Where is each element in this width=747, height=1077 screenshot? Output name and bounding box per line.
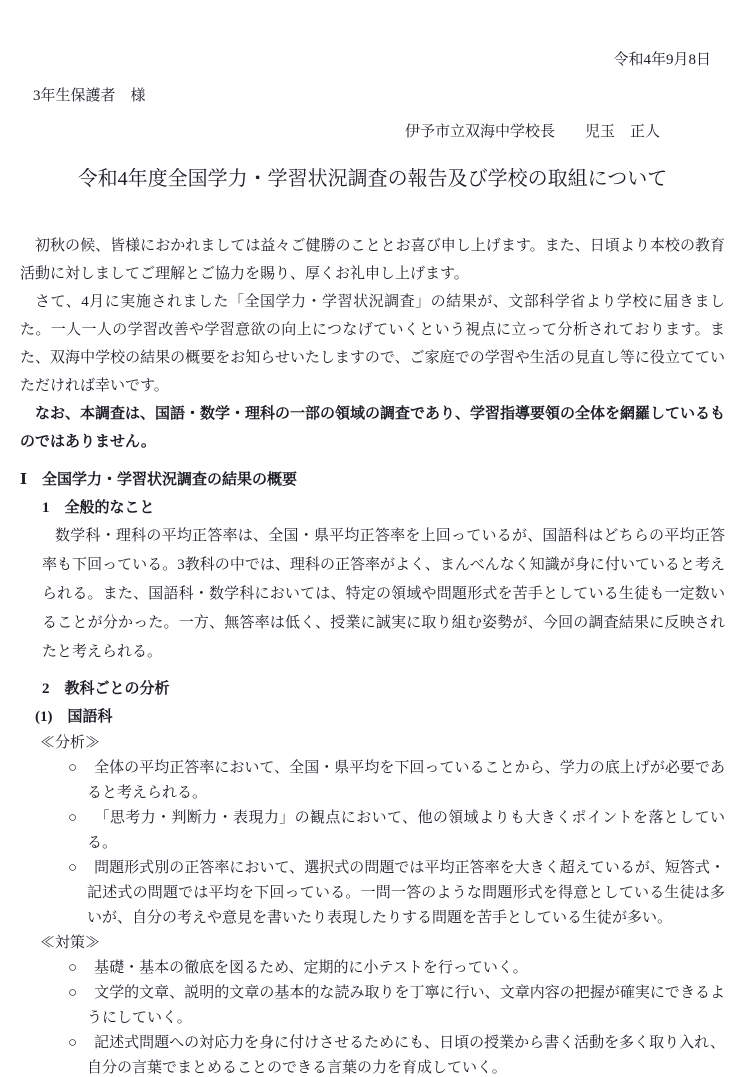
- analysis-item: [20, 856, 725, 931]
- note-paragraph: なお、本調査は、国語・数学・理科の一部の領域の調査であり、学習指導要領の全体を網羅しているものではありません。: [20, 406, 726, 450]
- analysis-label: ≪分析≫: [40, 735, 101, 751]
- sender-line: 伊予市立双海中学校長 児玉 正人: [404, 124, 660, 140]
- analysis-item: [20, 806, 725, 856]
- circle-bullet-icon: ○: [68, 860, 78, 876]
- document-title: 令和4年度全国学力・学習状況調査の報告及び学校の取組について: [77, 168, 668, 190]
- section-1-heading: Ⅰ 全国学力・学習状況調査の結果の概要: [20, 472, 298, 488]
- measures-item-text: 基礎・基本の徹底を図るため、定期的に小テストを行っていく。: [94, 960, 528, 976]
- analysis-item-text: 全体の平均正答率において、全国・県平均を下回っていることから、学力の底上げが必要であると考えられる。: [87, 760, 725, 801]
- subject-japanese-heading: (1) 国語科: [35, 709, 113, 725]
- measures-item-text: 文学的文章、説明的文章の基本的な読み取りを丁寧に行い、文章内容の把握が確実にできるようにしていく。: [87, 985, 725, 1026]
- measures-label: ≪対策≫: [40, 935, 101, 951]
- letter-body: [20, 232, 725, 456]
- measures-item: [20, 1031, 725, 1077]
- greeting-paragraph: 初秋の候、皆様におかれましては益々ご健勝のこととお喜び申し上げます。また、日頃より本校の教育活動に対しましてご理解とご協力を賜り、厚くお礼申し上げます。: [20, 238, 725, 282]
- measures-item: [20, 956, 725, 981]
- analysis-item: [20, 756, 725, 806]
- survey-intro-paragraph: さて、4月に実施されました「全国学力・学習状況調査」の結果が、文部科学省より学校に届きました。一人一人の学習改善や学習意欲の向上につなげていくという視点に立って分析されております。また、双海中学校の結果の概要をお知らせいたしますので、ご家庭での学習や生活の見直し等に役立てていただければ幸いです。: [20, 294, 725, 394]
- measures-item: [20, 981, 725, 1031]
- analysis-item-text: 「思考力・判断力・表現力」の観点において、他の領域よりも大きくポイントを落としている。: [87, 810, 725, 851]
- circle-bullet-icon: ○: [68, 985, 78, 1001]
- date-line: 令和4年9月8日: [613, 52, 711, 68]
- subsection-general-heading: 1 全般的なこと: [42, 500, 155, 516]
- recipient-line: 3年生保護者 様: [33, 88, 146, 104]
- circle-bullet-icon: ○: [68, 810, 78, 826]
- circle-bullet-icon: ○: [68, 960, 78, 976]
- subsection-general-text: 数学科・理科の平均正答率は、全国・県平均正答率を上回っているが、国語科はどちらの平均正答率も下回っている。3教科の中では、理科の正答率がよく、まんべんなく知識が身に付いていると考えられる。また、国語科・数学科においては、特定の領域や問題形式を苦手としている生徒も一定数いることが分かった。一方、無答率は低く、授業に誠実に取り組む姿勢が、今回の調査結果に反映されたと考えられる。: [42, 528, 725, 660]
- measures-item-text: 記述式問題への対応力を身に付けさせるためにも、日頃の授業から書く活動を多く取り入れ、自分の言葉でまとめることのできる言葉の力を育成していく。: [87, 1035, 725, 1076]
- circle-bullet-icon: ○: [68, 760, 78, 776]
- subsection-by-subject-heading: 2 教科ごとの分析: [42, 681, 170, 697]
- analysis-item-text: 問題形式別の正答率において、選択式の問題では平均正答率を大きく超えているが、短答式・記述式の問題では平均を下回っている。一問一答のような問題形式を得意としている生徒は多いが、自分の考えや意見を書いたり表現したりする問題を苦手としている生徒が多い。: [87, 860, 725, 926]
- circle-bullet-icon: ○: [68, 1035, 78, 1051]
